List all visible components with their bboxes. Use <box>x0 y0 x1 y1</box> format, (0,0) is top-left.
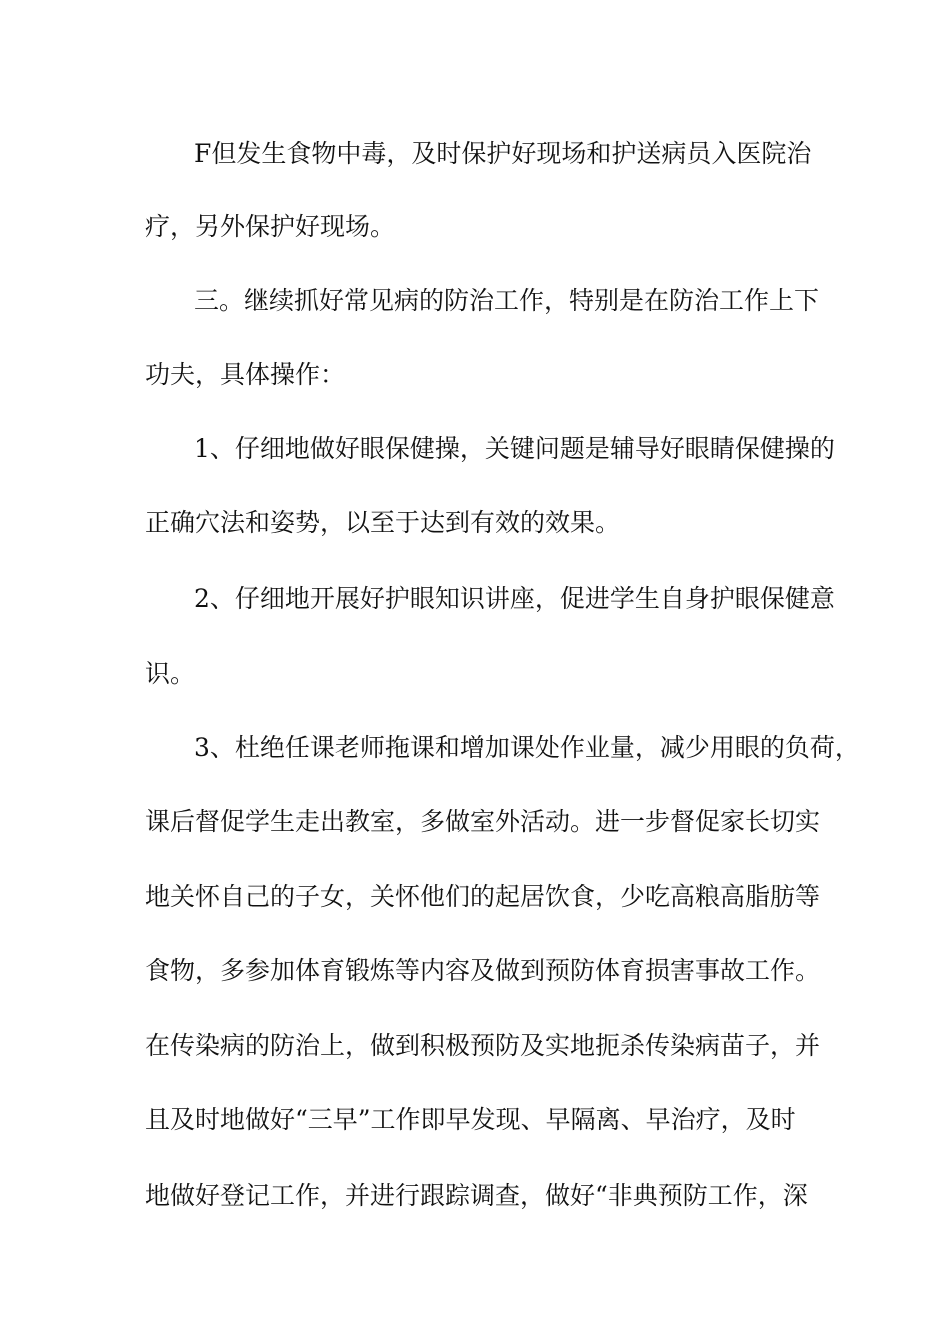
text-line: 1、仔细地做好眼保健操，关键问题是辅导好眼睛保健操的 <box>194 434 835 463</box>
text-line: 正确穴法和姿势，以至于达到有效的效果。 <box>145 508 621 537</box>
text-line: 识。 <box>145 659 196 688</box>
text-line: 食物，多参加体育锻炼等内容及做到预防体育损害事故工作。 <box>145 956 821 985</box>
text-line: F但发生食物中毒，及时保护好现场和护送病员入医院治 <box>194 139 812 168</box>
text-line: 疗，另外保护好现场。 <box>145 212 396 241</box>
text-line: 且及时地做好“三早”工作即早发现、早隔离、早治疗，及时 <box>145 1105 796 1134</box>
text-line: 课后督促学生走出教室，多做室外活动。进一步督促家长切实 <box>145 807 821 836</box>
text-line: 功夫，具体操作： <box>145 360 346 389</box>
text-line: 3、杜绝任课老师拖课和增加课处作业量，减少用眼的负荷， <box>194 733 860 762</box>
text-line: 地做好登记工作，并进行跟踪调查，做好“非典预防工作，深 <box>145 1181 808 1210</box>
text-line: 在传染病的防治上，做到积极预防及实地扼杀传染病苗子，并 <box>145 1031 821 1060</box>
text-line: 地关怀自己的子女，关怀他们的起居饮食，少吃高粮高脂肪等 <box>145 882 821 911</box>
text-line: 三。继续抓好常见病的防治工作，特别是在防治工作上下 <box>194 286 820 315</box>
text-line: 2、仔细地开展好护眼知识讲座，促进学生自身护眼保健意 <box>194 584 835 613</box>
